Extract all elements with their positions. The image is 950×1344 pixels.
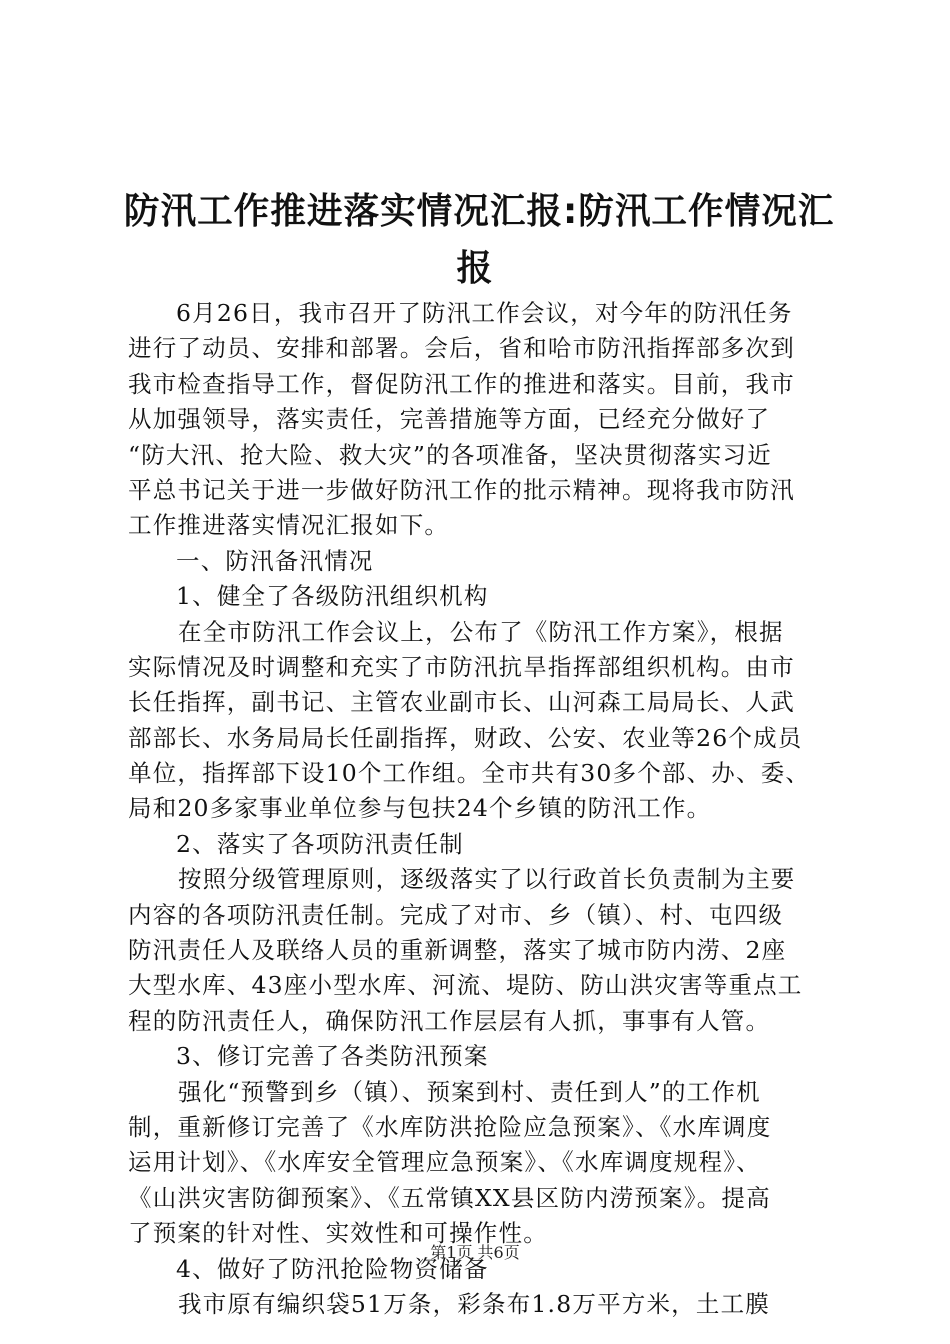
- body-line: 局和20多家事业单位参与包扶24个乡镇的防汛工作。: [128, 794, 712, 823]
- body-line: 大型水库、43座小型水库、河流、堤防、防山洪灾害等重点工: [128, 971, 803, 1000]
- body-line: 强化“预警到乡（镇）、预案到村、责任到人”的工作机: [178, 1077, 761, 1106]
- subsection-heading: 3、修订完善了各类防汛预案: [176, 1042, 489, 1071]
- subsection-heading: 2、落实了各项防汛责任制: [176, 829, 464, 858]
- body-line: 制，重新修订完善了《水库防洪抢险应急预案》、《水库调度: [128, 1112, 772, 1141]
- title-line: 报: [456, 248, 494, 289]
- body-line: 按照分级管理原则，逐级落实了以行政首长负责制为主要: [178, 865, 796, 894]
- body-line: 工作推进落实情况汇报如下。: [128, 511, 450, 540]
- document-title: [120, 183, 835, 297]
- body-line: 我市原有编织袋51万条，彩条布1.8万平方米，土工膜: [178, 1289, 770, 1318]
- body-line: 部部长、水务局局长任副指挥，财政、公安、农业等26个成员: [128, 723, 803, 752]
- body-line: 进行了动员、安排和部署。会后，省和哈市防汛指挥部多次到: [128, 334, 795, 363]
- body-line: 了预案的针对性、实效性和可操作性。: [128, 1219, 548, 1248]
- body-line: 平总书记关于进一步做好防汛工作的批示精神。现将我市防汛: [128, 475, 795, 504]
- body-line: 我市检查指导工作，督促防汛工作的推进和落实。目前，我市: [128, 369, 795, 398]
- subsection-heading: 1、健全了各级防汛组织机构: [176, 582, 489, 611]
- body-line: 内容的各项防汛责任制。完成了对市、乡（镇）、村、屯四级: [128, 900, 784, 929]
- body-line: 运用计划》、《水库安全管理应急预案》、《水库调度规程》、: [128, 1148, 761, 1177]
- title-line: 防汛工作推进落实情况汇报:防汛工作情况汇: [123, 191, 835, 232]
- body-line: 防汛责任人及联络人员的重新调整，落实了城市防内涝、2座: [128, 936, 787, 965]
- body-line: 6月26日，我市召开了防汛工作会议，对今年的防汛任务: [176, 299, 793, 327]
- body-line: “防大汛、抢大险、救大灾”的各项准备，坚决贯彻落实习近: [128, 440, 772, 469]
- page-number-footer: 第1页 共6页: [430, 1243, 520, 1262]
- body-line: 在全市防汛工作会议上，公布了《防汛工作方案》，根据: [178, 617, 784, 646]
- section-heading: 一、防汛备汛情况: [176, 546, 374, 575]
- body-line: 程的防汛责任人，确保防汛工作层层有人抓，事事有人管。: [128, 1006, 771, 1035]
- subsection-heading: 4、做好了防汛抢险物资储备: [176, 1254, 489, 1283]
- body-line: 从加强领导，落实责任，完善措施等方面，已经充分做好了: [128, 405, 771, 434]
- body-line: 《山洪灾害防御预案》、《五常镇XX县区防内涝预案》。提高: [128, 1183, 771, 1212]
- body-line: 长任指挥，副书记、主管农业副市长、山河森工局局长、人武: [128, 688, 795, 717]
- document-body: [128, 296, 848, 1322]
- body-line: 实际情况及时调整和充实了市防汛抗旱指挥部组织机构。由市: [128, 652, 795, 681]
- body-line: 单位，指挥部下设10个工作组。全市共有30多个部、办、委、: [128, 759, 811, 788]
